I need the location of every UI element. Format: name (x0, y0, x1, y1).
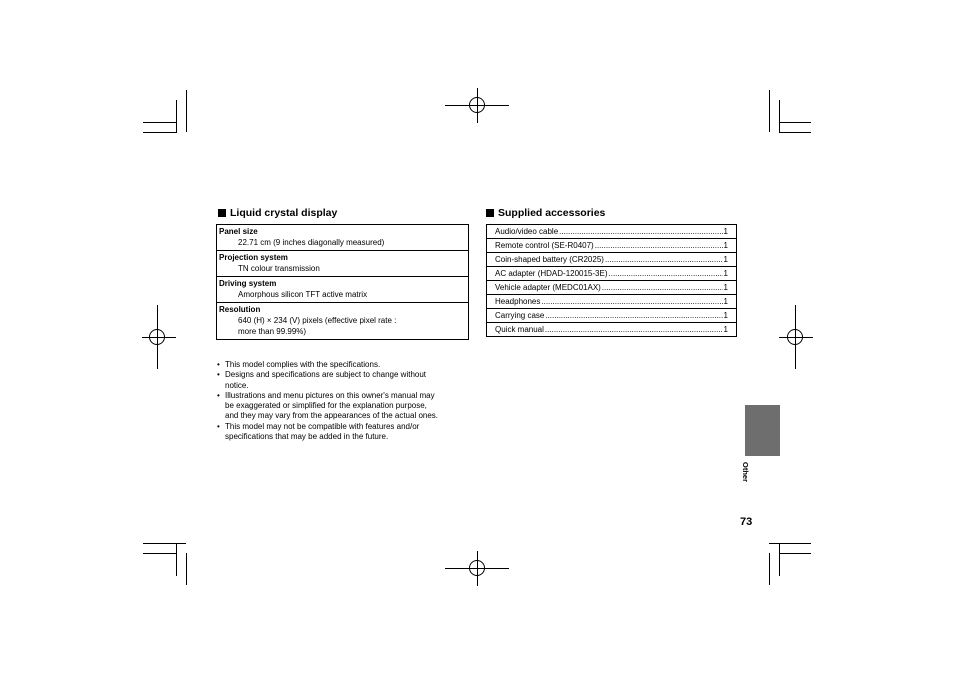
registration-mark (787, 329, 803, 345)
spec-value: Amorphous silicon TFT active matrix (238, 290, 368, 299)
spec-value: TN colour transmission (238, 264, 320, 273)
spec-label: Resolution (219, 305, 261, 314)
accessory-row (487, 309, 736, 323)
crop-mark (186, 90, 187, 132)
accessory-label: Audio/video cable (495, 226, 559, 236)
crop-mark (143, 132, 176, 133)
spec-label: Panel size (219, 227, 258, 236)
accessory-row (487, 253, 736, 267)
note-item (217, 370, 472, 391)
note-line: • Illustrations and menu pictures on this owner's manual may (225, 390, 435, 400)
accessories-title-text: Supplied accessories (498, 207, 606, 219)
square-bullet-icon (218, 209, 226, 217)
note-item (217, 422, 472, 443)
square-bullet-icon (486, 209, 494, 217)
crop-mark (779, 100, 780, 133)
lcd-section-title (218, 207, 337, 219)
crop-mark (779, 543, 780, 576)
registration-mark (469, 560, 485, 576)
accessory-label: Quick manual (495, 324, 544, 334)
spec-label: Driving system (219, 279, 277, 288)
accessories-table (486, 224, 737, 337)
dot-leader (545, 324, 723, 336)
note-line: and they may vary from the appearances of the actual ones. (225, 411, 439, 421)
spec-label: Projection system (219, 253, 288, 262)
note-item (217, 391, 472, 422)
accessory-qty: 1 (723, 226, 728, 236)
spec-value: more than 99.99%) (238, 327, 307, 336)
accessory-qty: 1 (723, 324, 728, 334)
note-line: notice. (225, 380, 249, 390)
note-line: • This model may not be compatible with features and/or (225, 421, 420, 431)
lcd-title-text: Liquid crystal display (230, 207, 338, 219)
page-number: 73 (740, 516, 753, 528)
registration-mark (469, 97, 485, 113)
accessory-label: Headphones (495, 296, 541, 306)
dot-leader (595, 240, 723, 252)
accessory-label: Remote control (SE-R0407) (495, 240, 594, 250)
accessory-row (487, 281, 736, 295)
note-line: be exaggerated or simplified for the explanation purpose, (225, 401, 427, 411)
accessories-section-title (486, 207, 605, 219)
note-line: • This model complies with the specifications. (225, 360, 381, 369)
section-tab (745, 405, 780, 456)
lcd-spec-table (216, 224, 469, 340)
crop-mark (176, 100, 177, 133)
note-line: • Designs and specifications are subject to change without (225, 370, 427, 380)
accessory-label: Coin-shaped battery (CR2025) (495, 254, 604, 264)
spec-row (217, 303, 468, 339)
dot-leader (545, 310, 722, 322)
dot-leader (602, 282, 723, 294)
crop-mark (176, 543, 177, 576)
note-item (217, 360, 472, 370)
accessory-label: Vehicle adapter (MEDC01AX) (495, 282, 601, 292)
spec-value: 640 (H) × 234 (V) pixels (effective pixel rate : (238, 316, 397, 325)
accessory-qty: 1 (723, 296, 728, 306)
accessory-label: AC adapter (HDAD-120015-3E) (495, 268, 608, 278)
crop-mark (769, 543, 811, 544)
spec-value: 22.71 cm (9 inches diagonally measured) (238, 238, 385, 247)
spec-row (217, 251, 468, 277)
crop-mark (779, 132, 811, 133)
crop-mark (769, 553, 770, 585)
dot-leader (541, 296, 722, 308)
registration-mark (149, 329, 165, 345)
note-line: specifications that may be added in the future. (225, 432, 389, 442)
accessory-row (487, 295, 736, 309)
crop-mark (779, 122, 811, 123)
notes-list (217, 360, 472, 442)
section-tab-label: Other (741, 462, 750, 483)
crop-mark (779, 553, 811, 554)
accessory-row (487, 267, 736, 281)
crop-mark (186, 553, 187, 585)
accessory-qty: 1 (723, 268, 728, 278)
dot-leader (609, 268, 723, 280)
accessory-row (487, 239, 736, 253)
crop-mark (143, 553, 176, 554)
crop-mark (143, 122, 176, 123)
accessory-qty: 1 (723, 254, 728, 264)
spec-row (217, 225, 468, 251)
accessory-label: Carrying case (495, 310, 545, 320)
accessory-qty: 1 (723, 282, 728, 292)
accessory-row (487, 225, 736, 239)
crop-mark (143, 543, 186, 544)
dot-leader (559, 226, 722, 238)
spec-row (217, 277, 468, 303)
accessory-qty: 1 (723, 310, 728, 320)
accessory-row (487, 323, 736, 336)
accessory-qty: 1 (723, 240, 728, 250)
dot-leader (605, 254, 723, 266)
crop-mark (769, 90, 770, 132)
